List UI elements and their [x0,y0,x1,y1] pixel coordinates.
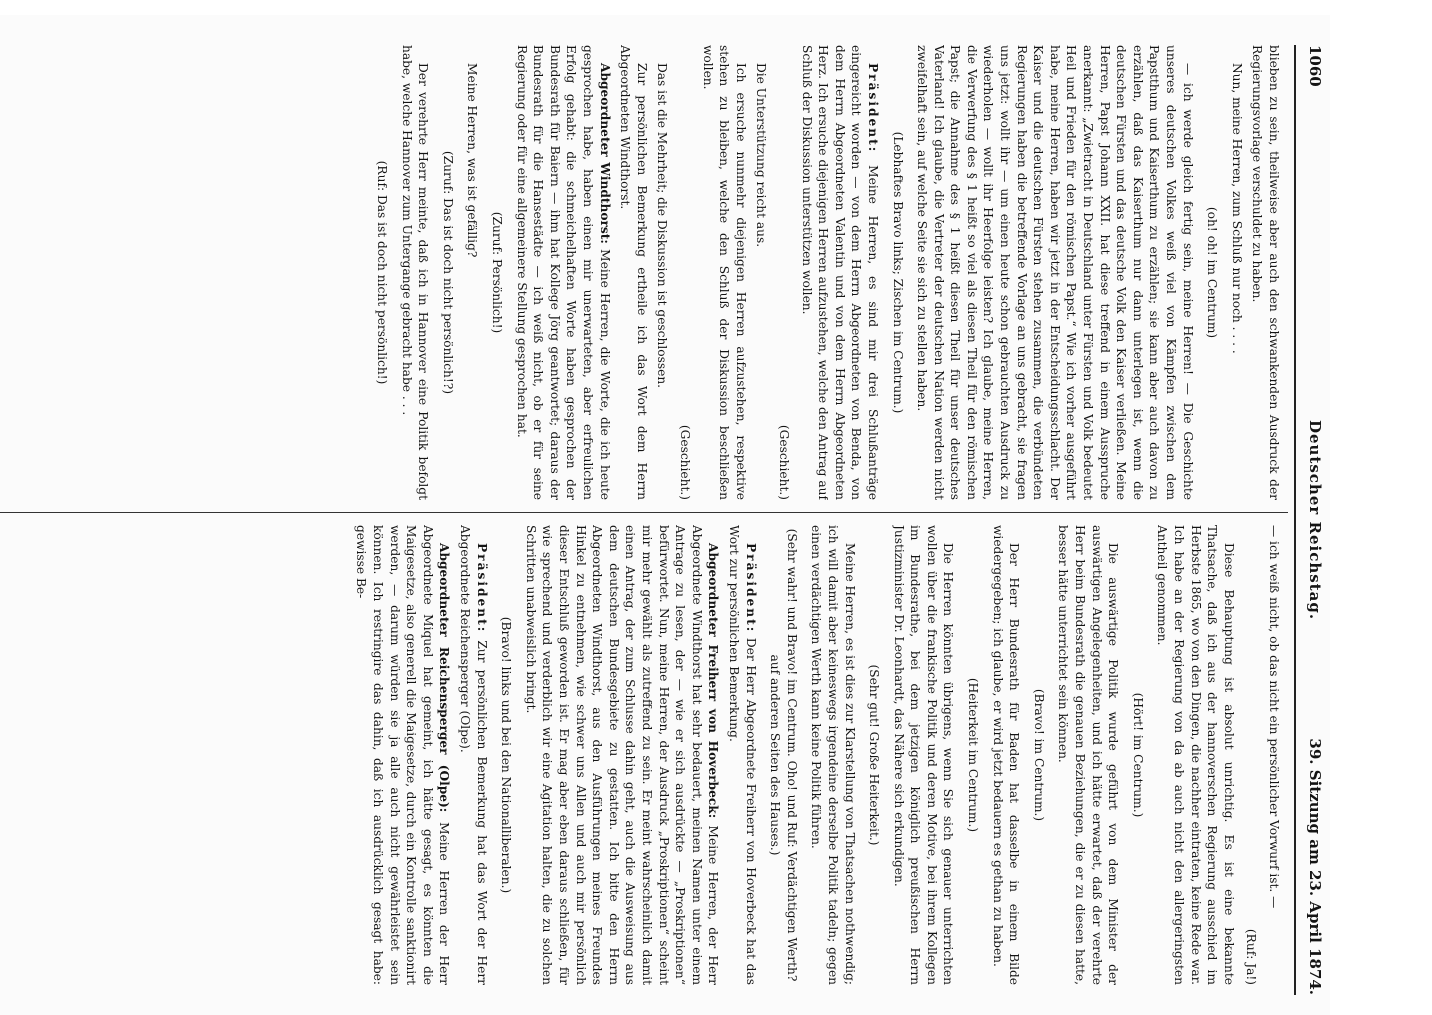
page-header [1294,45,1330,995]
speaker-label: Abgeordneter Windthorst: [597,63,612,244]
paragraph [798,45,881,500]
speech-text: Meine Herren der Herr Abgeordnete Miquel hat gemeint, ich hätte gesagt, es könnten die Maigesetze, also generell die Maigesetze, durch ein Kontrolle sanktionirt werden, — darum würden sie ja alle auch nicht gewährleistet sein können. Ich restringire das dahin, daß ich ausdrücklich gesagt habe: gewisse Be- [354,525,452,985]
paragraph: Die auswärtige Politik wurde geführt von dem Minister der auswärtigen Angelegenheiten, und ich hätte erwartet, daß der verehrte Herr beim Bundesrath die genauen Beziehungen, die er zu diesen hatte, besser hätte unterrichtet sein können. [1056,525,1121,985]
speaker-label: Präsident: [474,543,489,634]
speech-text: Meine Herren, die Worte, die ich heute gesprochen habe, haben einen mir unerwarteten, aber erfreulichen Erfolg gehabt: die schmeichelhaften Worte haben gesprochen der Bundesrath für Baiern — ihm hat Kollege Jörg geantwortet; daraus der Bundesrath für die Hansestädte — ich weiß nicht, ob er für seine Regierung oder für eine allgemeinere Stellung gesprochen hat. [514,45,612,500]
interjection: (Ruf: Ja!) [1244,928,1259,985]
paragraph [353,525,453,985]
interjection: (Zuruf: Persönlich!) [490,211,505,334]
speaker-label: Abgeordneter Freiherr von Hoverbeck: [706,543,721,819]
page-number: 1060 [1306,45,1324,87]
scanned-page [0,15,1330,1015]
interjection: (Ruf: Das ist doch nicht persönlich!) [375,160,390,385]
paragraph: Die Herren könnten übrigens, wenn Sie sich genauer unterrichten wollen über die frankische Politik und deren Motive, bei ihrem Kollegen im Bundesrathe, bei dem jetzigen königlich preußischen Herrn Justizminister Dr. Leonhardt, das Nähere sich erkundigen. [891,525,956,985]
interjection: (Hört! im Centrum.) [1130,692,1145,818]
speech-text: Zur persönlichen Bemerkung hat das Wort der Herr Abgeordnete Reichensperger (Olpe). [458,525,489,985]
right-column [0,525,1282,985]
paragraph [513,45,613,500]
speaker-label: Präsident: [743,543,758,634]
interjection: (Bravo! links und bei den Nationalliberalen.) [499,616,514,894]
paragraph [522,525,721,985]
speech-text: Meine Herren, der Herr Abgeordnete Windthorst hat sehr bedauert, meinen Namen unter einem Antrage zu lesen, der — wie er sich ausdrückte — „Proskriptionen“ befürwortet. Nun, meine Herren, der Ausdruck „Proskriptionen“ scheint mir mehr gewählt als zutreffend zu sein. Er meint wahrscheinlich damit einen Antrag, der zum Schlusse dahin geht, auch die Ausweisung aus dem deutschen Bundesgebiete zu gestatten. Ich bitte den Herrn Abgeordneten Windthorst, aus den Ausführungen meines Freundes Hinkel zu entnehmen, wie schwer uns Allen und auch mir persönlich dieser Entschluß geworden ist. Er mag aber eben daraus schließen, für wie sprechend und verderblich wir eine Agitation halten, die zu solchen Schritten unabweislich bringt. [523,525,721,985]
interjection: (Sehr gut! Große Heiterkeit.) [867,664,882,846]
interjection: (Lebhaftes Bravo links; Zischen im Centrum.) [890,131,905,414]
paragraph: — ich weiß nicht, ob das nicht ein persönlicher Vorwurf ist. — [1267,525,1281,909]
interjection: (Heiterkeit im Centrum.) [966,677,981,833]
left-column [0,45,1282,500]
paragraph: Nun, meine Herren, zum Schluß nur noch . . . . [1229,63,1244,354]
paragraph: Die Unterstützung reicht aus. [754,63,769,248]
speech-text: Der Herr Abgeordnete Freiherr von Hoverbeck hat das Wort zur persönlichen Bemerkung. [726,525,758,985]
interjection: (Bravo! im Centrum.) [1031,688,1046,822]
interjection: (oh! oh! im Centrum) [1205,206,1220,339]
interjection: (Geschieht.) [678,424,692,500]
session-date: 39. Sitzung am 23. April 1874. [1306,738,1324,995]
paragraph [456,525,489,985]
interjection: (Zuruf: Das ist doch nicht persönlich!?) [440,150,455,395]
paragraph: Meine Herren, was ist gefällig? [465,63,480,258]
speaker-label: Präsident: [865,63,880,154]
paragraph: Ich ersuche nunmehr diejenigen Herren aufzustehen, respektive stehen zu bleiben, welche den Schluß der Diskussion beschließen wollen. [700,45,748,500]
interjection: (Geschieht.) [776,424,791,500]
paragraph: Der verehrte Herr meinte, daß ich in Hannover eine Politik befolgt habe, welche Hannover zum Untergange gebracht habe . . . [399,45,431,500]
speaker-label: Abgeordneter Reichensperger (Olpe): [437,543,452,813]
column-divider [0,512,1288,513]
paragraph: Zur persönlichen Bemerkung ertheile ich das Wort dem Herrn Abgeordneten Windthorst. [618,45,649,500]
page-title: Deutscher Reichstag. [1306,419,1324,621]
paragraph [725,525,758,985]
interjection: (Sehr wahr! und Bravo! im Centrum. Oho! und Ruf: Verdächtigen Werth? auf anderen Seiten des Hauses.) [768,528,799,982]
paragraph: — ich werde gleich fertig sein, meine Herren! — Die Geschichte unseres deutschen Volkes weiß viel von Kämpfen zwischen dem Papstthum und Kaiserthum zu erzählen; sie kann aber auch davon zu erzählen, daß das Kaiserthum nur dann unterlegen ist, wenn die deutschen Fürsten und das deutsche Volk den Kaiser verließen. Meine Herren, Papst Johann XXII. hat diese treffend in einem Ausspruche anerkannt: „Zwietracht in Deutschland unter Fürsten und Volk bedeutet Heil und Frieden für den römischen Papst.“ Wie ich vorher ausgeführt habe, meine Herren, haben wir jetzt in der Entscheidungsschlacht. Der Kaiser und die deutschen Fürsten stehen zusammen, die verbündeten Regierungen haben die betreffende Vorlage an uns gebracht, sie fragen uns jetzt: wollt ihr — um einen heute schon gebrauchten Ausdruck zu wiederholen — wollt ihr Heerfolge leisten? Ich glaube, meine Herren, die Verwerfung des § 1 heißt so viel als diesen Theil für den römischen Papst; die Annahme des § 1 heißt diesen Theil für unser deutsches Vaterland! Ich glaube, die Vertreter der deutschen Nation werden nicht zweifelhaft sein, auf welche Seite sie sich zu stellen haben. [915,45,1195,500]
paragraph: Diese Behauptung ist absolut unrichtig. Es ist eine bekannte Thatsache, daß ich aus der hannoverschen Regierung ausschied im Herbste 1865, wo von den Dingen, die nachher eintraten, keine Rede war. Ich habe an der Regierung von da ab auch nicht den allergeringsten Antheil genommen. [1155,525,1236,985]
paragraph: Meine Herren, es ist dies zur Klarstellung von Thatsachen nothwendig; ich will damit aber keineswegs irgendeine derselbe Politik tadeln; gegen einen verdächtigen Werth kann keine Politik führen. [809,525,857,985]
speech-text: Meine Herren, es sind mir drei Schlußanträge eingereicht worden — von dem Herrn Abgeordneten von Benda, von dem Herrn Abgeordneten Valentin und von dem Herrn Abgeordneten Herz. Ich ersuche diejenigen Herren aufzustehen, welche den Antrag auf Schluß der Diskussion unterstützen wollen. [799,45,880,500]
paragraph: Der Herr Bundesrath für Baden hat dasselbe in einem Bilde wiedergegeben; ich glaube, er wird jetzt bedauern es gethan zu haben. [990,525,1022,985]
paragraph: Das ist die Mehrheit; die Diskussion ist geschlossen. [655,63,670,389]
paragraph: blieben zu sein, theilweise aber auch den schwankenden Ausdruck der Regierungsvorlage verschuldet zu haben. [1250,45,1281,500]
